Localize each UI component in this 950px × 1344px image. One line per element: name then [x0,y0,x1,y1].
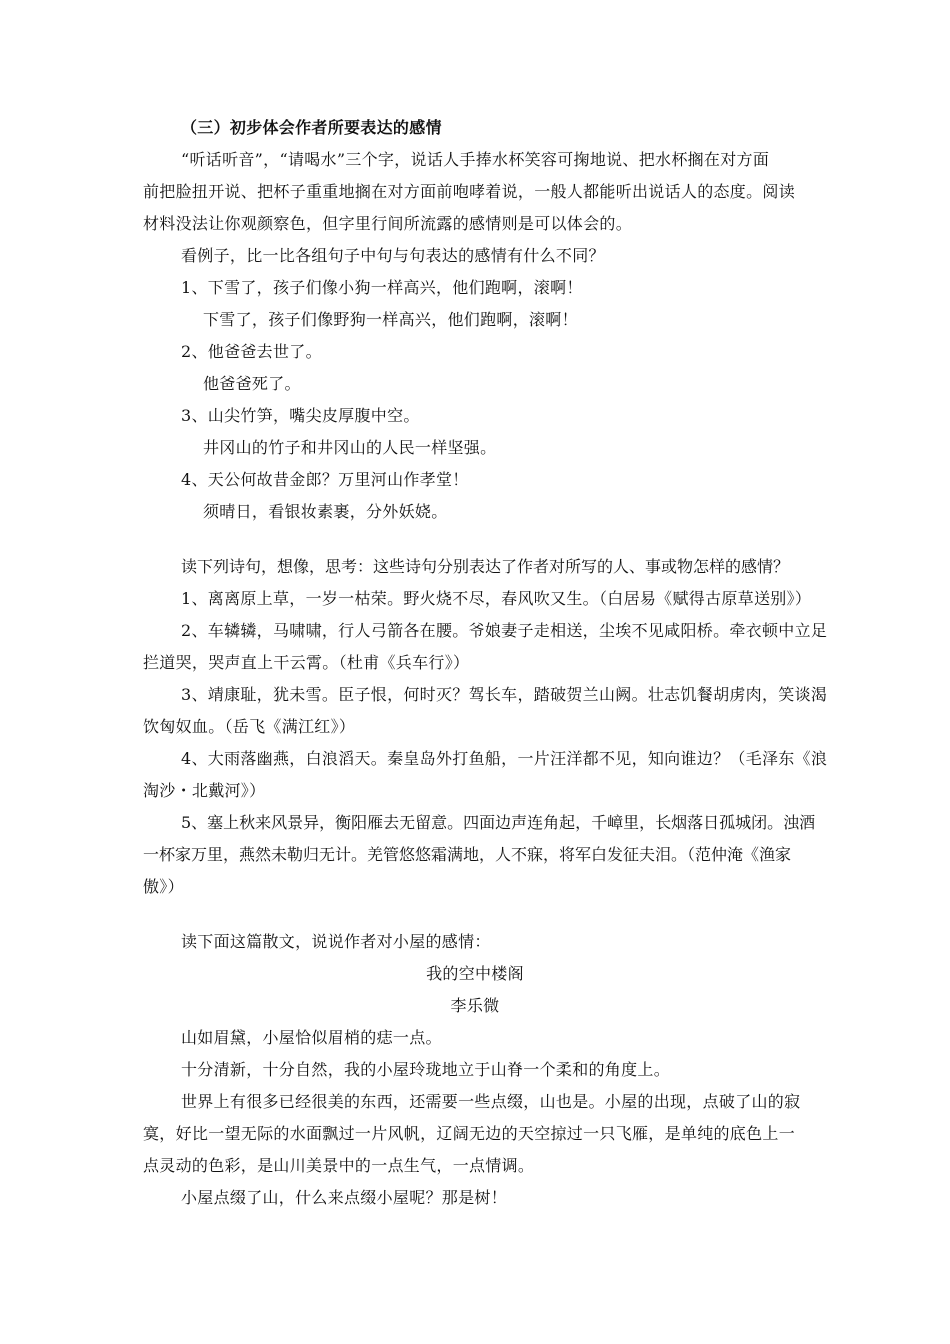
poem-line: 饮匈奴血。（岳飞《满江红》） [143,717,356,736]
poem-line: 3、靖康耻，犹未雪。臣子恨，何时灭？驾长车，踏破贺兰山阙。壮志饥餐胡虏肉，笑谈渴 [181,685,828,704]
poems-prompt: 读下列诗句，想像，思考：这些诗句分别表达了作者对所写的人、事或物怎样的感情？ [181,557,790,576]
essay-line: 寞，好比一望无际的水面飘过一片风帆，辽阔无边的天空掠过一只飞雁，是单纯的底色上一 [143,1124,796,1143]
essay-author: 李乐微 [450,996,500,1015]
intro-line: “听话听音”，“请喝水”三个字，说话人手捧水杯笑容可掬地说、把水杯搁在对方面 [181,150,770,169]
essay-title: 我的空中楼阁 [426,964,524,983]
intro-line: 前把脸扭开说、把杯子重重地搁在对方面前咆哮着说，一般人都能听出说话人的态度。阅读 [143,182,796,201]
essay-line: 点灵动的色彩，是山川美景中的一点生气，一点情调。 [143,1156,535,1175]
poem-line: 一杯家万里，燕然未勒归无计。羌管悠悠霜满地，人不寐，将军白发征夫泪。（范仲淹《渔家 [143,845,792,864]
examples-prompt: 看例子，比一比各组句子中句与句表达的感情有什么不同？ [181,246,605,265]
section-heading: （三）初步体会作者所要表达的感情 [181,118,442,137]
essay-line: 世界上有很多已经很美的东西，还需要一些点缀，山也是。小屋的出现，点破了山的寂 [181,1092,801,1111]
poem-line: 4、大雨落幽燕，白浪滔天。秦皇岛外打鱼船，一片汪洋都不见，知向谁边？（毛泽东《浪 [181,749,828,768]
poem-line: 5、塞上秋来风景异，衡阳雁去无留意。四面边声连角起，千嶂里，长烟落日孤城闭。浊酒 [181,813,816,832]
example-item: 下雪了，孩子们像野狗一样高兴，他们跑啊，滚啊！ [203,310,578,329]
example-item: 井冈山的竹子和井冈山的人民一样坚强。 [203,438,497,457]
example-item: 须晴日，看银妆素裹，分外妖娆。 [203,502,448,521]
intro-line: 材料没法让你观颜察色，但字里行间所流露的感情则是可以体会的。 [143,214,633,233]
poem-line: 淘沙・北戴河》） [143,781,266,800]
essay-prompt: 读下面这篇散文，说说作者对小屋的感情： [181,932,491,951]
example-item: 2、他爸爸去世了。 [181,342,322,361]
example-item: 他爸爸死了。 [203,374,301,393]
poem-line: 1、离离原上草，一岁一枯荣。野火烧不尽，春风吹又生。（白居易《赋得古原草送别》） [181,589,812,608]
essay-line: 小屋点缀了山，什么来点缀小屋呢？那是树！ [181,1188,508,1207]
poem-line: 2、车辚辚，马啸啸，行人弓箭各在腰。爷娘妻子走相送，尘埃不见咸阳桥。牵衣顿中立足 [181,621,828,640]
example-item: 4、天公何故昔金郎？万里河山作孝堂！ [181,470,469,489]
essay-line: 十分清新，十分自然，我的小屋玲珑地立于山脊一个柔和的角度上。 [181,1060,671,1079]
poem-line: 拦道哭，哭声直上干云霄。（杜甫《兵车行》） [143,653,470,672]
poem-line: 傲》） [143,877,184,896]
essay-line: 山如眉黛，小屋恰似眉梢的痣一点。 [181,1028,442,1047]
example-item: 3、山尖竹笋，嘴尖皮厚腹中空。 [181,406,420,425]
example-item: 1、下雪了，孩子们像小狗一样高兴，他们跑啊，滚啊！ [181,278,583,297]
